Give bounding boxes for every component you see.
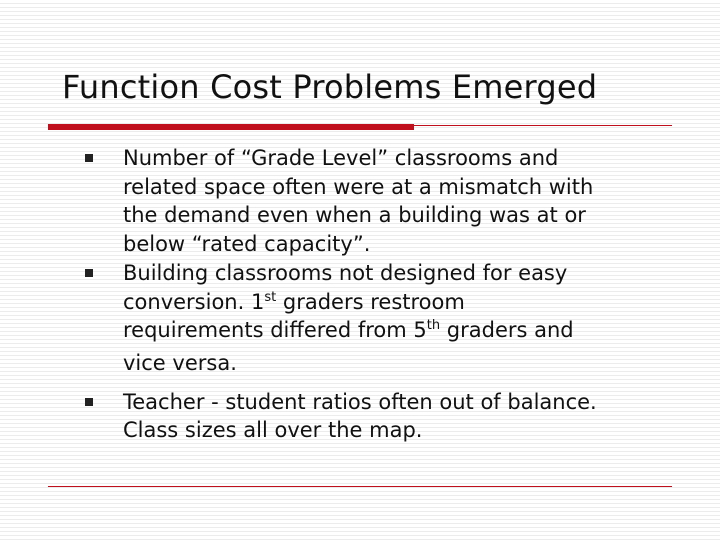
square-bullet-icon — [85, 398, 93, 406]
footer-rule — [48, 486, 672, 487]
title-underline-thick — [48, 124, 414, 130]
bullet-line: related space often were at a mismatch with — [123, 174, 594, 199]
bullet-list — [82, 144, 692, 445]
bullet-item-grade-level — [82, 144, 692, 258]
bullet-line: requirements differed from 5th graders and — [123, 318, 574, 342]
square-bullet-icon — [85, 154, 93, 162]
bullet-line: Building classrooms not designed for easy — [123, 261, 568, 285]
bullet-line: the demand even when a building was at or — [123, 203, 586, 227]
bullet-line: conversion. 1st graders restroom — [123, 289, 465, 314]
bullet-line: vice versa. — [123, 350, 237, 375]
bullet-line: Class sizes all over the map. — [123, 418, 423, 442]
title-underline-thin — [414, 125, 672, 126]
bullet-item-conversion — [82, 259, 692, 381]
bullet-item-ratios — [82, 388, 692, 445]
square-bullet-icon — [85, 269, 93, 277]
bullet-line: Number of “Grade Level” classrooms and — [123, 146, 559, 170]
bullet-line: below “rated capacity”. — [123, 231, 371, 256]
slide-title: Function Cost Problems Emerged — [62, 68, 598, 106]
bullet-line: Teacher - student ratios often out of balance. — [123, 389, 597, 414]
